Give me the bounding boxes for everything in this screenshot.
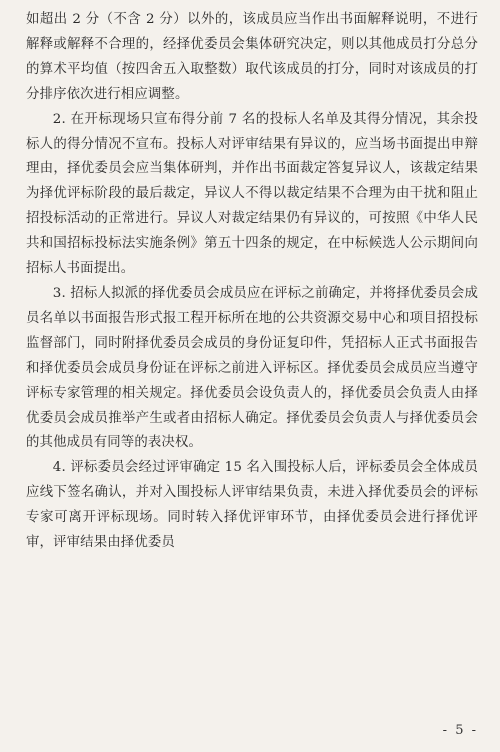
paragraph-item-2: 2. 在开标现场只宣布得分前 7 名的投标人名单及其得分情况，其余投标人的得分情况不宣布。投标人对评审结果有异议的，应当场书面提出申辩理由，择优委员会应当集体研判，并作出书面裁定答复异议人，该裁定结果为择优评标阶段的最后裁定，异议人不得以裁定结果不合理为由干扰和阻止招投标活动的正常进行。异议人对裁定结果仍有异议的，可按照《中华人民共和国招标投标法实施条例》第五十四条的规定，在中标候选人公示期间向招标人书面提出。 [26, 111, 478, 277]
paragraph-item-4: 4. 评标委员会经过评审确定 15 名入围投标人后，评标委员会全体成员应线下签名确认，并对入围投标人评审结果负责，未进入择优委员会的评标专家可离开评标现场。同时转入择优评审环节，由择优委员会进行择优评审，评审结果由择优委员 [26, 460, 478, 551]
paragraph-item-3: 3. 招标人拟派的择优委员会成员应在评标之前确定，并将择优委员会成员名单以书面报告形式报工程开标所在地的公共资源交易中心和项目招投标监督部门，同时附择优委员会成员的身份证复印件，凭招标人正式书面报告和择优委员会成员身份证在评标之前进入评标区。择优委员会成员应当遵守评标专家管理的相关规定。择优委员会设负责人的，择优委员会负责人由择优委员会成员推举产生或者由招标人确定。择优委员会负责人与择优委员会的其他成员有同等的表决权。 [26, 285, 478, 451]
page-number: - 5 - [442, 723, 478, 738]
paragraph-1-continuation: 如超出 2 分（不含 2 分）以外的，该成员应当作出书面解释说明，不进行解释或解释不合理的，经择优委员会集体研究决定，则以其他成员打分总分的算术平均值（按四舍五入取整数）取代该成员的打分，同时对该成员的打分排序依次进行相应调整。 [26, 12, 478, 102]
